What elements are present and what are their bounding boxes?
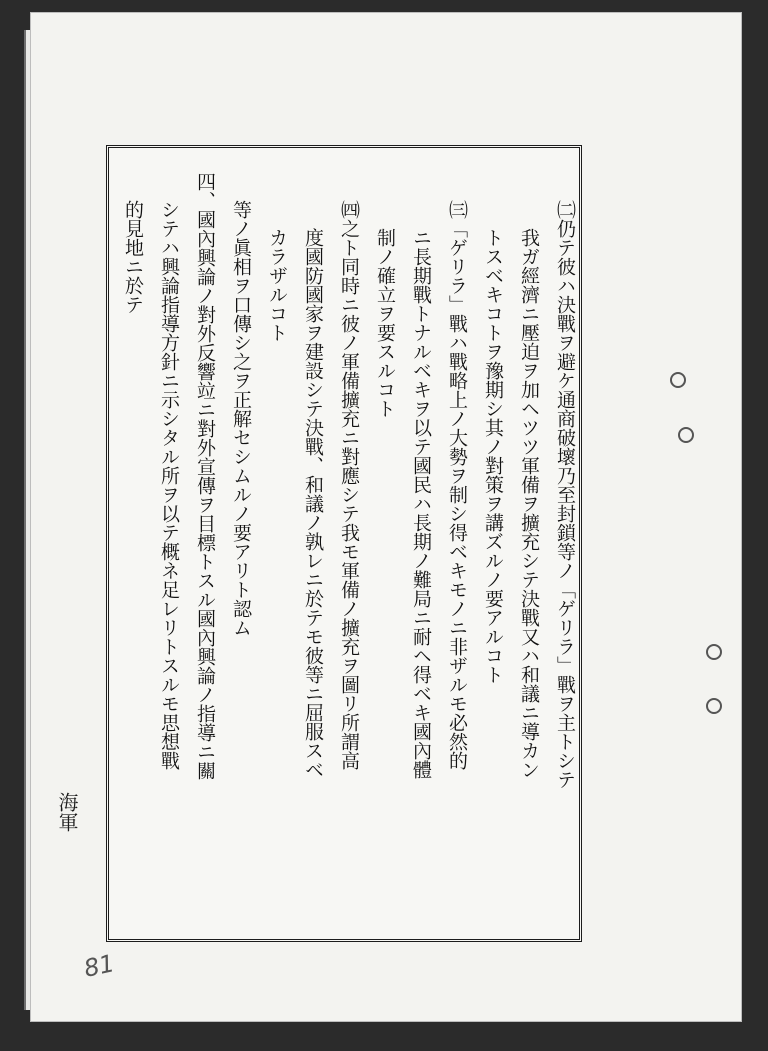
text-column-6: 制ノ確立ヲ要スルコト [374, 228, 396, 418]
text-column-12: シテハ興論指導方針ニ示シタル所ヲ以テ概ネ足レリトスルモ思想戰 [158, 200, 180, 770]
binding-hole [706, 698, 722, 714]
text-column-5: ニ長期戰トナルベキヲ以テ國民ハ長期ノ難局ニ耐ヘ得ベキ國內體 [410, 228, 432, 779]
binding-hole [706, 644, 722, 660]
text-column-8: 度國防國家ヲ建設シテ決戰、和議ノ孰レニ於テモ彼等ニ屈服スベ [302, 228, 324, 779]
binding-hole [678, 427, 694, 443]
text-column-4: ㈢「ゲリラ」戰ハ戰略上ノ大勢ヲ制シ得ベキモノニ非ザルモ必然的 [446, 200, 468, 770]
text-column-11: 四、國內興論ノ對外反響竝ニ對外宣傳ヲ目標トスル國內興論ノ指導ニ關 [194, 172, 216, 780]
side-label-navy: 海軍 [55, 792, 79, 832]
text-column-1: ㈡仍テ彼ハ決戰ヲ避ケ通商破壞乃至封鎖等ノ「ゲリラ」戰ヲ主トシテ [554, 200, 576, 789]
text-column-9: カラザルコト [266, 228, 288, 342]
text-frame [106, 145, 582, 942]
text-column-13: 的見地ニ於テ [122, 200, 144, 314]
text-column-7: ㈣之ト同時ニ彼ノ軍備擴充ニ對應シテ我モ軍備ノ擴充ヲ圖リ所謂高 [338, 200, 360, 770]
text-column-10: 等ノ眞相ヲ口傳シ之ヲ正解セシムルノ要アリト認ム [230, 200, 252, 637]
handwritten-page-number: 81 [81, 949, 118, 983]
text-column-3: トスベキコトヲ豫期シ其ノ對策ヲ講ズルノ要アルコト [482, 228, 504, 684]
text-column-2: 我ガ經濟ニ壓迫ヲ加ヘツツ軍備ヲ擴充シテ決戰又ハ和議ニ導カン [518, 228, 540, 779]
binding-hole [670, 372, 686, 388]
